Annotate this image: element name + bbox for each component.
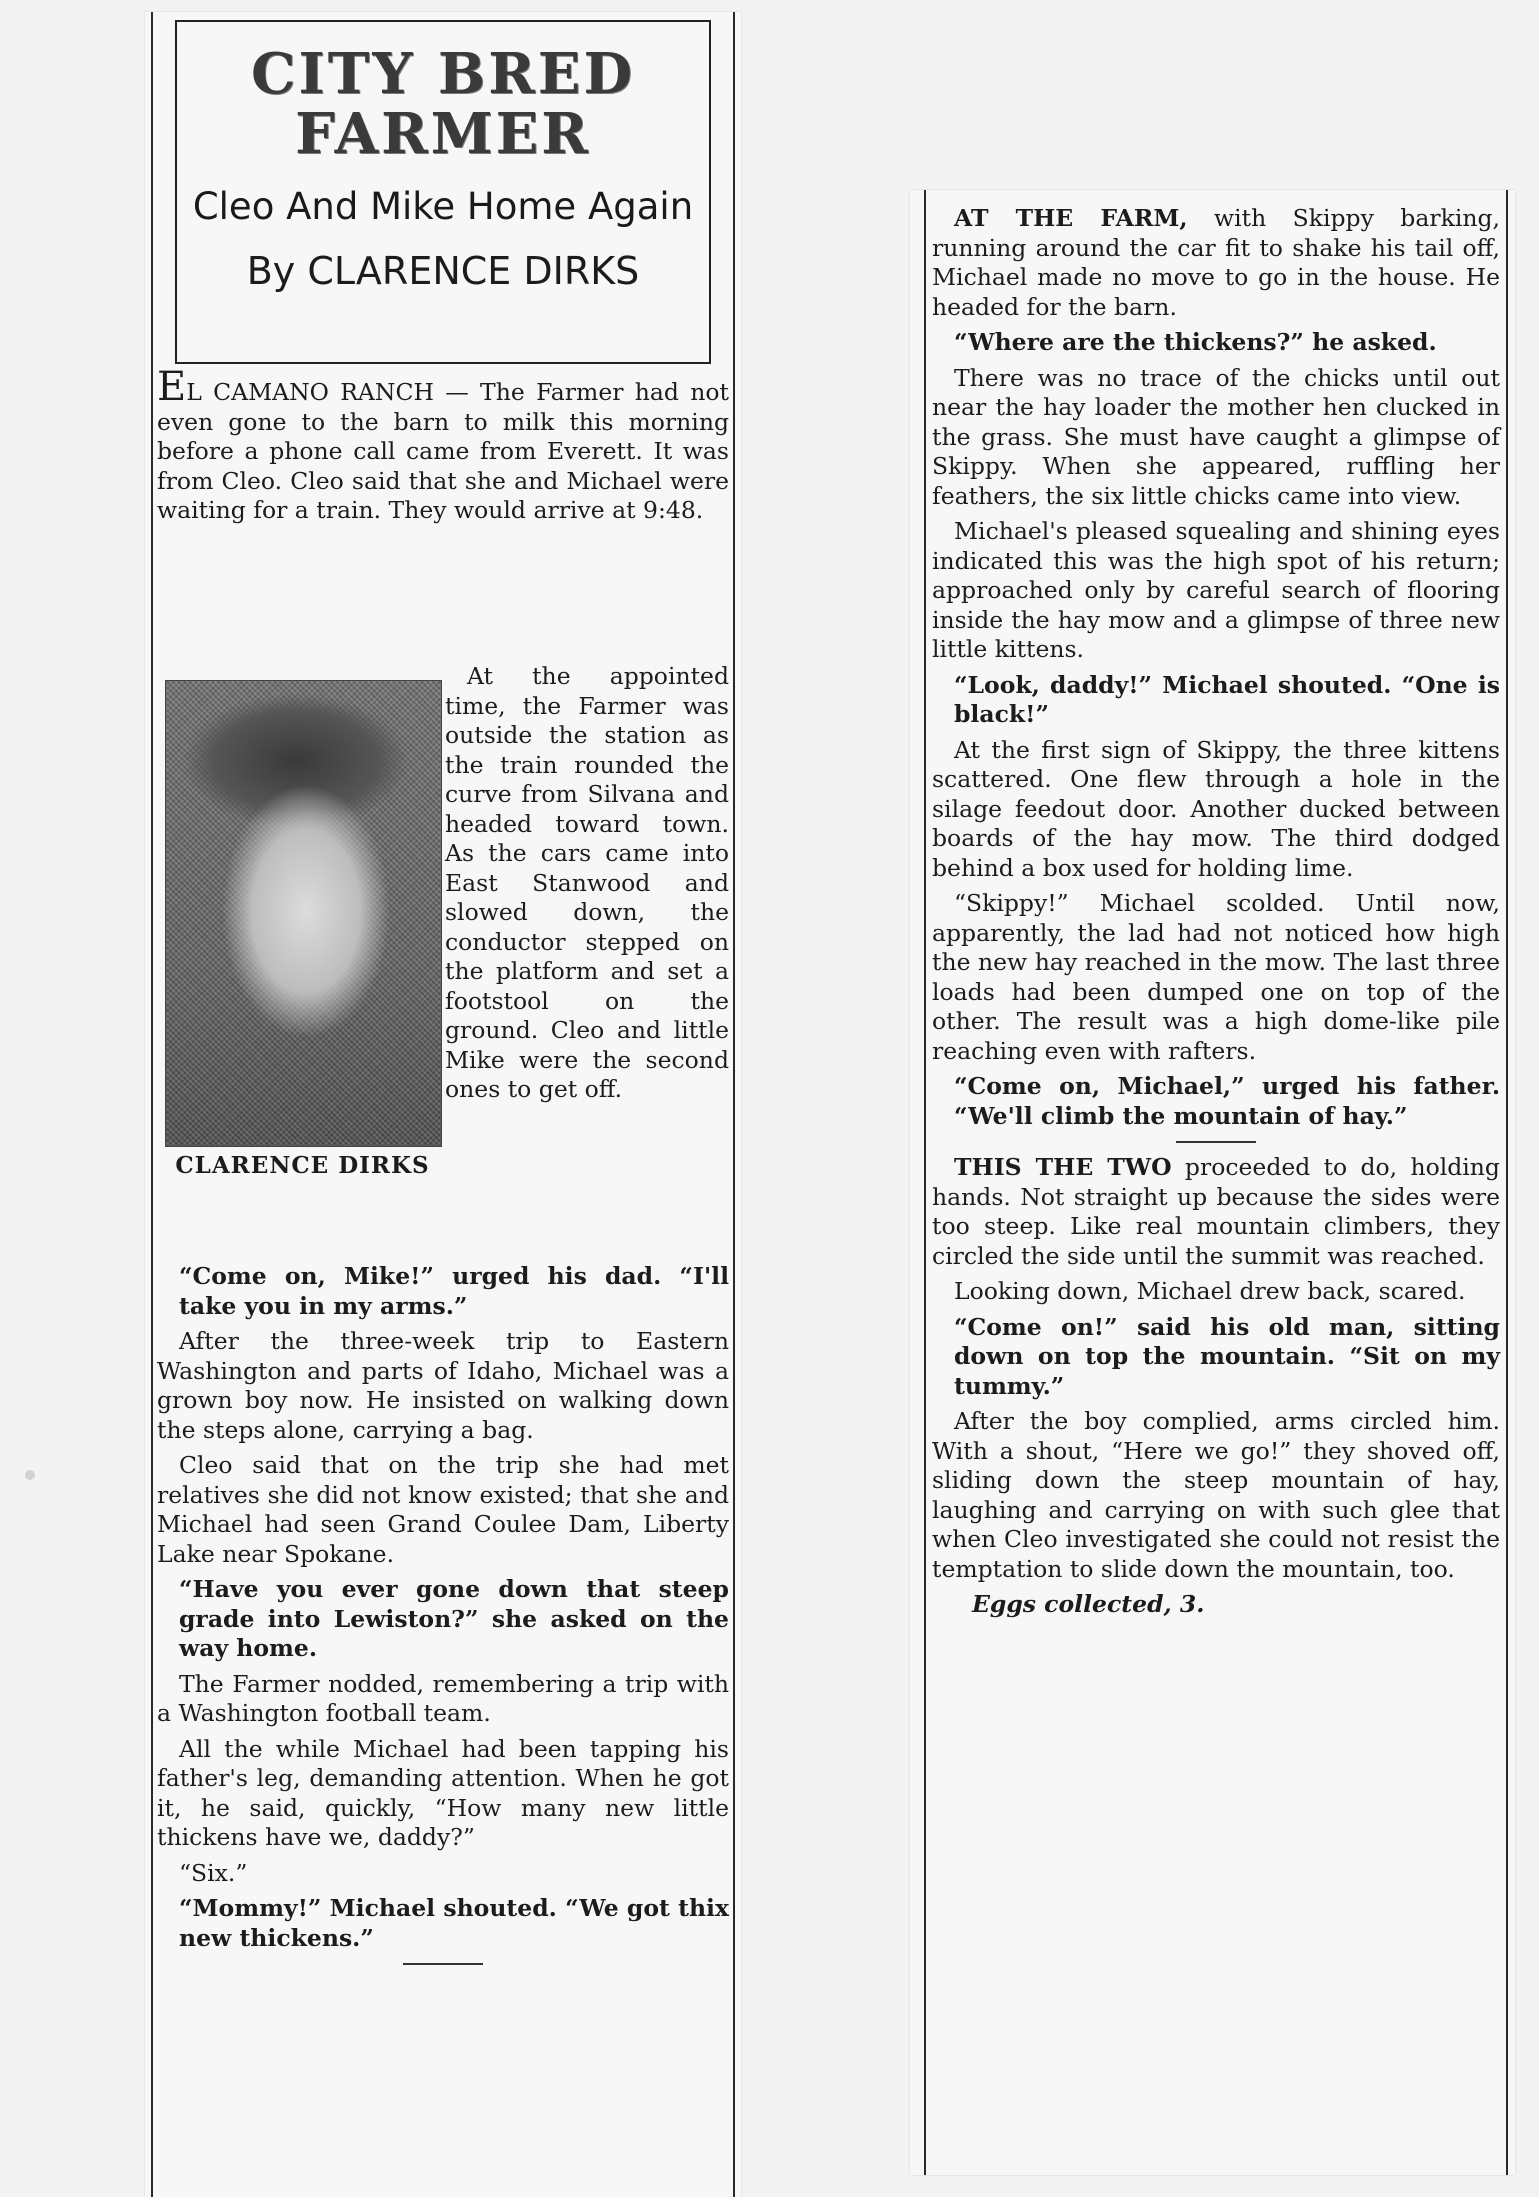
subheadline: Cleo And Mike Home Again <box>192 185 694 228</box>
beside-photo-paragraph: At the appointed time, the Farmer was outside the station as the train rounded the curve from Silvana and headed toward town. As the cars came into East Stanwood and slowed down, the conductor stepped on the platform and set a footstool on the ground. Cleo and little Mike were the second ones to get off. <box>445 662 729 1103</box>
left-paragraph-0: “Come on, Mike!” urged his dad. “I'll take you in my arms.” <box>179 1262 729 1320</box>
left-paragraph-1: After the three-week trip to Eastern Washington and parts of Idaho, Michael was a grown boy now. He insisted on walking down the steps alone, carrying a bag. <box>157 1327 729 1444</box>
right-paragraph-8 <box>932 1153 1500 1271</box>
author-photo <box>165 680 442 1147</box>
drop-cap: E <box>157 364 187 410</box>
left-paragraph-2: Cleo said that on the trip she had met relatives she did not know existed; that she and Michael had seen Grand Coulee Dam, Liberty Lake near Spokane. <box>157 1451 729 1568</box>
right-paragraph-2: There was no trace of the chicks until out near the hay loader the mother hen clucked in the grass. She must have caught a glimpse of Skippy. When she appeared, ruffling her feathers, the six little chicks came into view. <box>932 363 1500 510</box>
left-paragraph-3: “Have you ever gone down that steep grade into Lewiston?” she asked on the way home. <box>179 1575 729 1662</box>
byline: By CLARENCE DIRKS <box>246 249 640 293</box>
left-column-rule <box>924 190 926 2175</box>
left-paragraph-6: “Six.” <box>179 1858 248 1887</box>
right-paragraph-1: “Where are the thickens?” he asked. <box>954 328 1437 356</box>
section-divider <box>1176 1141 1256 1143</box>
intro-text: L CAMANO RANCH — The Farmer had not even gone to the barn to milk this morning before a phone call came from Everett. It was from Cleo. Cleo said that she and Michael were waiting for a train. They would arrive at 9:48. <box>157 378 729 524</box>
headline-box <box>175 20 711 364</box>
run-in-lead: THIS THE TWO <box>954 1153 1172 1181</box>
right-column-rule <box>733 12 735 2197</box>
right-paragraph-3: Michael's pleased squealing and shining eyes indicated this was the high spot of his return; approached only by careful search of flooring inside the hay mow and a glimpse of three new little kittens. <box>932 517 1500 663</box>
left-paragraph-7: “Mommy!” Michael shouted. “We got thix new thickens.” <box>179 1894 729 1952</box>
left-clipping <box>145 12 741 2197</box>
run-in-lead: AT THE FARM, <box>954 204 1188 232</box>
right-paragraph-0 <box>932 204 1500 322</box>
paragraph-text: with Skippy barking, running around the car fit to shake his tail off, Michael made no move to go in the house. He headed for the barn. <box>932 204 1500 321</box>
section-divider <box>403 1963 483 1965</box>
left-column-rule <box>151 12 153 2197</box>
right-clipping <box>910 190 1515 2175</box>
right-paragraph-7: “Come on, Michael,” urged his father. “We'll climb the mountain of hay.” <box>954 1072 1500 1130</box>
left-paragraph-4: The Farmer nodded, remembering a trip with a Washington football team. <box>157 1669 729 1727</box>
headline: CITY BRED FARMER <box>250 41 636 167</box>
right-paragraph-4: “Look, daddy!” Michael shouted. “One is black!” <box>954 670 1500 728</box>
right-paragraph-6: “Skippy!” Michael scolded. Until now, apparently, the lad had not noticed how high the new hay reached in the mow. The last three loads had been dumped one on top of the other. The result was a high dome-like pile reaching even with rafters. <box>932 889 1500 1065</box>
photo-caption: CLARENCE DIRKS <box>175 1152 430 1179</box>
right-paragraph-10: “Come on!” said his old man, sitting down on top the mountain. “Sit on my tummy.” <box>954 1312 1500 1400</box>
paragraph-text: proceeded to do, holding hands. Not straight up because the sides were too steep. Like real mountain climbers, they circled the side until the summit was reached. <box>932 1153 1500 1270</box>
intro-paragraph-block <box>157 364 729 532</box>
left-body-column <box>157 1262 729 1975</box>
right-paragraph-5: At the first sign of Skippy, the three kittens scattered. One flew through a hole in the silage feedout door. Another ducked between boards of the hay mow. The third dodged behind a box used for holding lime. <box>932 735 1500 882</box>
footer-note: Eggs collected, 3. <box>972 1590 1205 1618</box>
right-paragraph-11: After the boy complied, arms circled him. With a shout, “Here we go!” they shoved off, sliding down the steep mountain of hay, laughing and carrying on with such glee that when Cleo investigated she could not resist the temptation to slide down the mountain, too. <box>932 1407 1500 1583</box>
right-column-rule <box>1506 190 1508 2175</box>
paper-speck <box>25 1470 35 1480</box>
left-paragraph-5: All the while Michael had been tapping his father's leg, demanding attention. When he got it, he said, quickly, “How many new little thickens have we, daddy?” <box>157 1734 729 1851</box>
right-paragraph-9: Looking down, Michael drew back, scared. <box>954 1277 1466 1305</box>
intro-paragraph <box>157 364 729 526</box>
beside-photo-block <box>445 662 729 1111</box>
right-body-column <box>932 204 1500 1626</box>
